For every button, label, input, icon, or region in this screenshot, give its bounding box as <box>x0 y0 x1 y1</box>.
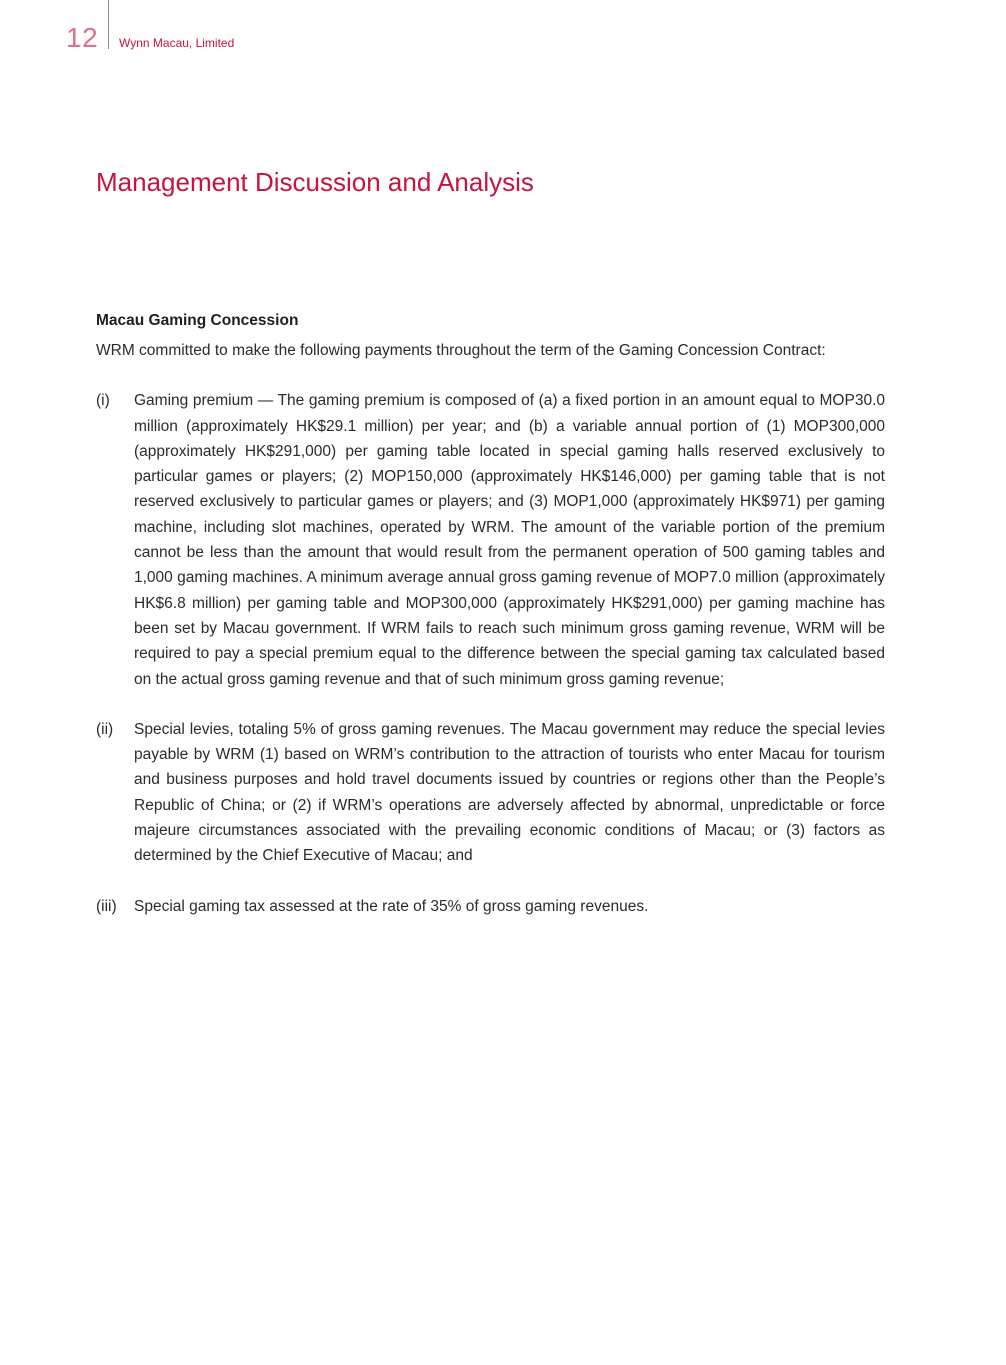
list-item-marker: (iii) <box>96 897 117 915</box>
list-item <box>96 717 885 869</box>
list-item <box>96 894 885 919</box>
intro-paragraph: WRM committed to make the following payments throughout the term of the Gaming Concession Contract: <box>96 342 826 359</box>
list-item-text: Special gaming tax assessed at the rate of 35% of gross gaming revenues. <box>134 897 649 915</box>
list-item <box>96 388 885 692</box>
list-item-text: Special levies, totaling 5% of gross gaming revenues. The Macau government may reduce the special levies payable by WRM (1) based on WRM’s contribution to the attraction of tourists who enter Macau for tourism and business purposes and hold travel documents issued by countries or regions other than the People’s Republic of China; or (2) if WRM’s operations are adversely affected by abnormal, unpredictable or force majeure circumstances associated with the prevailing economic conditions of Macau; or (3) factors as determined by the Chief Executive of Macau; and <box>134 720 885 865</box>
section-heading: Macau Gaming Concession <box>96 312 299 329</box>
list-item-marker: (ii) <box>96 720 114 738</box>
list-item-text: Gaming premium — The gaming premium is composed of (a) a fixed portion in an amount equal to MOP30.0 million (approximately HK$29.1 million) per year; and (b) a variable annual portion of (1) MOP300,000 (approximately HK$291,000) per gaming table located in special gaming halls reserved exclusively to particular games or players; (2) MOP150,000 (approximately HK$146,000) per gaming table that is not reserved exclusively to particular games or players; and (3) MOP1,000 (approximately HK$971) per gaming machine, including slot machines, operated by WRM. The amount of the variable portion of the premium cannot be less than the amount that would result from the permanent operation of 500 gaming tables and 1,000 gaming machines. A minimum average annual gross gaming revenue of MOP7.0 million (approximately HK$6.8 million) per gaming table and MOP300,000 (approximately HK$291,000) per gaming machine has been set by Macau government. If WRM fails to reach such minimum gross gaming revenue, WRM will be required to pay a special premium equal to the difference between the special gaming tax calculated based on the actual gross gaming revenue and that of such minimum gross gaming revenue; <box>134 392 885 688</box>
payment-list <box>96 388 885 919</box>
page-title: Management Discussion and Analysis <box>96 167 534 197</box>
company-name: Wynn Macau, Limited <box>119 36 235 50</box>
header-divider <box>108 0 109 49</box>
page-number: 12 <box>66 22 99 53</box>
section-body <box>96 310 885 919</box>
list-item-marker: (i) <box>96 392 110 410</box>
